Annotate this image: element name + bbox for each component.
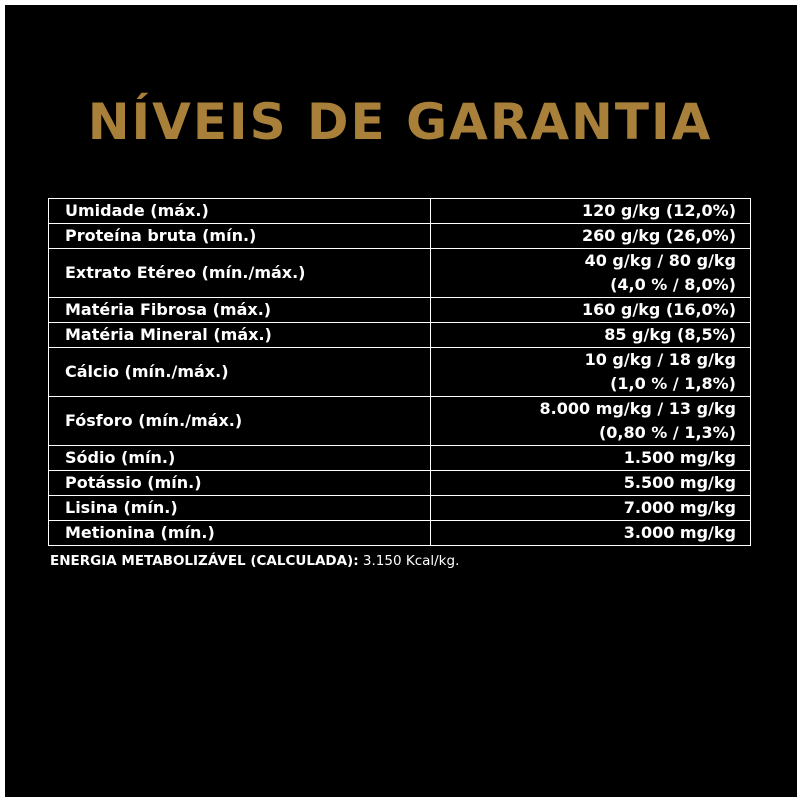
row-value-line1: 10 g/kg / 18 g/kg: [584, 350, 736, 369]
table-row: [49, 471, 751, 496]
row-value-line2: (1,0 % / 1,8%): [610, 374, 736, 393]
table-row: [49, 348, 751, 397]
table-row: [49, 323, 751, 348]
row-label: Matéria Mineral (máx.): [49, 323, 431, 348]
row-label: Extrato Etéreo (mín./máx.): [49, 249, 431, 298]
guarantee-table: [48, 198, 751, 546]
row-value-line2: (0,80 % / 1,3%): [598, 423, 736, 442]
row-value: 160 g/kg (16,0%): [430, 298, 750, 323]
table-row: [49, 397, 751, 446]
row-value: 120 g/kg (12,0%): [430, 199, 750, 224]
energy-label: ENERGIA METABOLIZÁVEL (CALCULADA):: [50, 553, 359, 569]
row-label: Lisina (mín.): [49, 496, 431, 521]
row-label: Proteína bruta (mín.): [49, 224, 431, 249]
row-label: Umidade (máx.): [49, 199, 431, 224]
table-row: [49, 446, 751, 471]
row-label: Potássio (mín.): [49, 471, 431, 496]
row-value: [430, 397, 750, 446]
row-value: 3.000 mg/kg: [430, 521, 750, 546]
row-value: 260 g/kg (26,0%): [430, 224, 750, 249]
table-row: [49, 298, 751, 323]
row-value-line2: (4,0 % / 8,0%): [610, 275, 736, 294]
table-row: [49, 496, 751, 521]
row-value: 7.000 mg/kg: [430, 496, 750, 521]
energy-note: [50, 551, 459, 571]
row-value: [430, 249, 750, 298]
row-value: 85 g/kg (8,5%): [430, 323, 750, 348]
row-value: 5.500 mg/kg: [430, 471, 750, 496]
row-value-line1: 8.000 mg/kg / 13 g/kg: [539, 399, 736, 418]
table-row: [49, 521, 751, 546]
row-label: Cálcio (mín./máx.): [49, 348, 431, 397]
row-label: Matéria Fibrosa (máx.): [49, 298, 431, 323]
row-label: Sódio (mín.): [49, 446, 431, 471]
row-label: Fósforo (mín./máx.): [49, 397, 431, 446]
table-row: [49, 224, 751, 249]
energy-value: 3.150 Kcal/kg.: [358, 553, 460, 569]
table-row: [49, 249, 751, 298]
page-title: NÍVEIS DE GARANTIA: [87, 93, 713, 151]
table-row: [49, 199, 751, 224]
row-value: [430, 348, 750, 397]
row-value: 1.500 mg/kg: [430, 446, 750, 471]
row-label: Metionina (mín.): [49, 521, 431, 546]
row-value-line1: 40 g/kg / 80 g/kg: [584, 251, 736, 270]
